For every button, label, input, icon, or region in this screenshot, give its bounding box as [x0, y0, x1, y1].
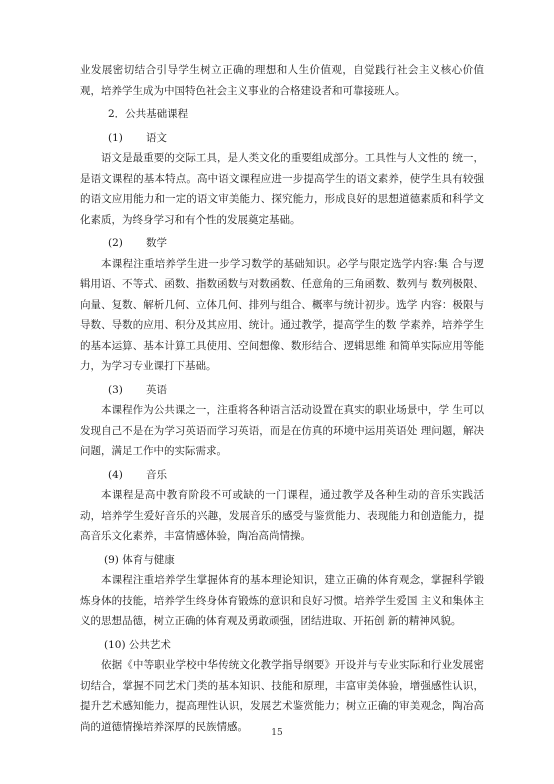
subheading-title: 数学 [146, 237, 167, 249]
paragraph-intro: 业发展密切结合引导学生树立正确的理想和人生价值观，自觉践行社会主义核心价值观，培养学生成为中国特色社会主义事业的合格建设者和可靠接班人。 [80, 64, 484, 97]
subheading-math [80, 233, 484, 254]
section-heading-public-courses: 2．公共基础课程 [108, 108, 189, 120]
subheading-public-art: (10) 公共艺术 [104, 638, 171, 651]
subheading-number: (2) [108, 237, 123, 249]
subheading-chinese [80, 128, 484, 149]
subheading-number: (4) [108, 468, 123, 481]
page-content [80, 60, 484, 737]
paragraph-music: 本课程是高中教育阶段不可或缺的一门课程，通过教学及各种生动的音乐实践活动，培养学生爱好音乐的兴趣，发展音乐的感受与鉴赏能力、表现能力和创造能力，提高音乐文化素养，丰富情感体验，陶冶高尚情操。 [80, 489, 484, 542]
subheading-title: 音乐 [146, 468, 167, 481]
subheading-number: (3) [108, 383, 123, 396]
subheading-title: 英语 [146, 383, 167, 396]
subheading-music [80, 465, 484, 486]
subheading-english [80, 380, 484, 401]
subheading-number: (1) [108, 131, 123, 144]
paragraph-public-art: 依据《中等职业学校中华传统文化教学指导纲要》开设并与专业实际和行业发展密切结合，掌握不同艺术门类的基本知识、技能和原理，丰富审美体验，增强感性认识，提升艺术感知能力，提高理性认识，发展艺术鉴赏能力；树立正确的审美观念，陶冶高尚的道德情操培养深厚的民族情感。 [80, 659, 484, 733]
paragraph-pe-health: 本课程注重培养学生掌握体育的基本理论知识，建立正确的体育观念，掌握科学锻炼身体的技能，培养学生终身体育锻炼的意识和良好习惯。培养学生爱国 主义和集体主义的思想品德，树立正确的体育观及勇敢顽强，团结进取、开拓创 新的精神风貌。 [80, 574, 484, 627]
page-number: 15 [271, 728, 283, 738]
paragraph-english: 本课程作为公共课之一，注重将各种语言活动设置在真实的职业场景中，学 生可以发现自己不是在为学习英语而学习英语，而是在仿真的环境中运用英语处 理问题，解决问题，满足工作中的实际需求。 [80, 404, 484, 457]
subheading-title: 语文 [146, 131, 167, 144]
subheading-pe-health: (9) 体育与健康 [104, 553, 175, 566]
paragraph-chinese: 语文是最重要的交际工具，是人类文化的重要组成部分。工具性与人文性的 统一，是语文课程的基本特点。高中语文课程应进一步提高学生的语文素养，使学生具有较强的语文应用能力和一定的语文审美能力、探究能力，形成良好的思想道德素质和科学文化素质，为终身学习和有个性的发展奠定基础。 [80, 152, 484, 226]
paragraph-math: 本课程注重培养学生进一步学习数学的基础知识。必学与限定选学内容:集 合与逻辑用语、不等式、函数、指数函数与对数函数、任意角的三角函数、数列与 数列极限、向量、复数、解析几何、立体几何、排列与组合、概率与统计初步。选学 内容：极限与导数、导数的应用、积分及其应用、统计。通过教学，提高学生的数 学素养，培养学生的基本运算、基本计算工具使用、空间想像、数形结合、逻辑思维 和简单实际应用等能力，为学习专业课打下基础。 [80, 257, 484, 372]
